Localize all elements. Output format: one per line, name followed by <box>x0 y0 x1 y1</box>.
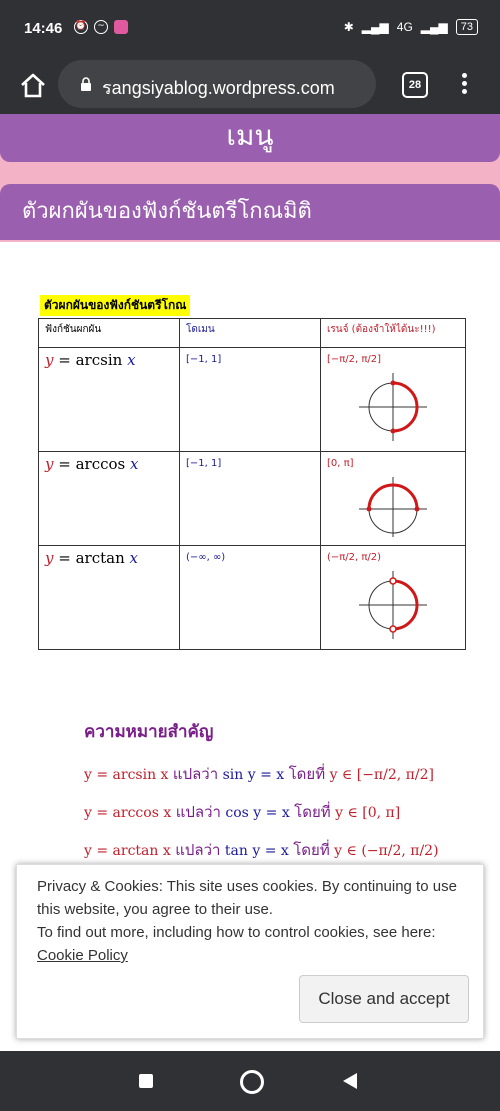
table-row <box>39 348 466 452</box>
home-button[interactable] <box>18 70 48 100</box>
menu-dot-icon <box>462 73 467 78</box>
table-row <box>39 546 466 650</box>
function-cell: y = arccos x <box>39 452 180 546</box>
inverse-trig-figure <box>38 294 468 650</box>
header-function: ฟังก์ชันผกผัน <box>39 319 180 348</box>
function-cell: y = arctan x <box>39 546 180 650</box>
home-nav-icon[interactable] <box>240 1070 264 1094</box>
home-icon <box>18 70 48 100</box>
menu-dot-icon <box>462 81 467 86</box>
cookie-more-info-text: To find out more, including how to control cookies, see here: <box>37 924 436 941</box>
domain-cell: [−1, 1] <box>180 452 321 546</box>
bluetooth-icon: ✱ <box>343 20 354 34</box>
key-meanings <box>84 718 484 869</box>
arcsin-unit-circle-icon <box>357 371 429 443</box>
post-title: ตัวผกผันของฟังก์ชันตรีโกณมิติ <box>0 184 500 240</box>
browser-toolbar <box>0 56 500 114</box>
range-cell: (−π/2, π/2) <box>321 546 466 650</box>
arccos-unit-circle-icon <box>357 475 429 539</box>
messenger-icon: ~ <box>94 20 108 34</box>
signal-icon: ▂▄▆ <box>361 20 389 34</box>
header-range: เรนจ์ (ต้องจำให้ได้นะ!!!) <box>321 319 466 348</box>
range-cell: [0, π] <box>321 452 466 546</box>
signal-2-icon: ▂▄▆ <box>420 20 448 34</box>
header-domain: โดเมน <box>180 319 321 348</box>
cookie-banner <box>16 864 484 1039</box>
app-notification-icon <box>114 20 128 34</box>
notes-heading: ความหมายสำคัญ <box>84 722 214 742</box>
lock-icon <box>80 77 92 91</box>
status-bar <box>0 0 500 56</box>
system-nav-bar <box>0 1051 500 1111</box>
table-row <box>39 452 466 546</box>
cookie-policy-link[interactable]: Cookie Policy <box>37 947 128 964</box>
range-cell: [−π/2, π/2] <box>321 348 466 452</box>
figure-caption: ตัวผกผันของฟังก์ชันตรีโกณ <box>40 295 190 316</box>
arctan-unit-circle-icon <box>357 569 429 641</box>
cookie-notice-text: Privacy & Cookies: This site uses cookies. By continuing to use this website, you agree to their use. <box>37 878 457 918</box>
meaning-line: y = arctan x แปลว่า tan y = x โดยที่ y ∈ (−π/2, π/2) <box>84 841 439 859</box>
address-bar[interactable] <box>58 60 376 108</box>
system-status-icons <box>344 19 478 35</box>
inverse-trig-table <box>38 318 466 650</box>
tab-switcher-button[interactable]: 28 <box>402 72 428 98</box>
network-type: 4G <box>396 20 413 34</box>
overflow-menu-button[interactable] <box>458 70 470 98</box>
battery-level: 73 <box>456 19 478 35</box>
menu-dot-icon <box>462 89 467 94</box>
cookie-message <box>37 875 472 967</box>
status-time: 14:46 <box>24 20 63 37</box>
site-menu-toggle[interactable]: เมนู <box>0 114 500 162</box>
notification-icons <box>74 20 128 34</box>
recent-apps-icon[interactable] <box>139 1074 153 1088</box>
meaning-line: y = arcsin x แปลว่า sin y = x โดยที่ y ∈ [−π/2, π/2] <box>84 765 434 783</box>
function-cell: y = arcsin x <box>39 348 180 452</box>
domain-cell: (−∞, ∞) <box>180 546 321 650</box>
meaning-line: y = arccos x แปลว่า cos y = x โดยที่ y ∈ [0, π] <box>84 803 401 821</box>
back-icon[interactable] <box>343 1073 357 1089</box>
domain-cell: [−1, 1] <box>180 348 321 452</box>
table-header-row <box>39 319 466 348</box>
url-text: รangsiyablog.wordpress.com <box>102 78 335 98</box>
alarm-icon: ⏰ <box>74 20 88 34</box>
close-and-accept-button[interactable]: Close and accept <box>299 975 469 1023</box>
